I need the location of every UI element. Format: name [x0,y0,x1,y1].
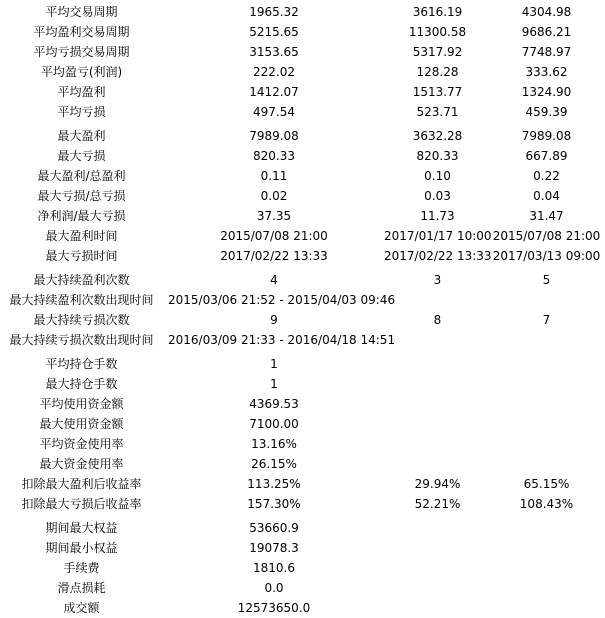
table-row [0,374,605,394]
table-row [0,102,605,122]
row-label: 平均使用资金额 [39,397,124,411]
value-col-2 [384,558,491,578]
value-col-3 [491,518,602,538]
value-col-3: 2015/07/08 21:00 [492,229,601,243]
value-col-3 [491,434,602,454]
row-label: 最大持续亏损次数出现时间 [9,333,154,347]
table-row [0,42,605,62]
table-row [0,538,605,558]
value-col-2 [384,434,491,454]
row-label: 最大亏损时间 [45,249,118,263]
table-row [0,206,605,226]
value-col-1: 497.54 [253,105,295,119]
table-row [0,246,605,266]
table-row [0,166,605,186]
value-col-3: 5 [542,273,551,287]
row-label: 最大亏损/总亏损 [37,189,126,203]
value-col-2 [384,354,491,374]
value-col-3 [491,558,602,578]
value-col-2: 3 [433,273,442,287]
value-col-2 [384,578,491,598]
value-col-2: 2017/01/17 10:00 [384,229,492,243]
value-col-2 [384,374,491,394]
value-col-2 [384,538,491,558]
table-row [0,226,605,246]
value-col-2: 128.28 [416,65,459,79]
value-col-1: 1810.6 [253,561,295,575]
value-col-2: 3616.19 [412,5,463,19]
value-col-2 [384,414,491,434]
value-col-2: 29.94% [414,477,461,491]
value-col-1: 7989.08 [249,129,299,143]
value-col-1: 5215.65 [249,25,299,39]
value-col-3: 333.62 [525,65,568,79]
row-label: 最大盈利时间 [45,229,118,243]
value-col-1: 2017/02/22 13:33 [220,249,328,263]
value-col-1: 0.11 [260,169,288,183]
table-row [0,578,605,598]
value-col-2: 52.21% [414,497,461,511]
row-label: 净利润/最大亏损 [37,209,126,223]
value-col-3: 2017/03/13 09:00 [492,249,601,263]
table-row [0,558,605,578]
value-col-3: 9686.21 [521,25,572,39]
row-label: 扣除最大亏损后收益率 [21,497,142,511]
row-label: 平均盈利 [57,85,106,99]
value-col-1: 4369.53 [249,397,299,411]
table-row [0,354,605,374]
row-label: 最大持续盈利次数 [33,273,130,287]
row-label: 平均亏损 [57,105,106,119]
table-row [0,2,605,22]
table-row [0,330,605,350]
row-label: 最大盈利 [57,129,106,143]
table-row [0,186,605,206]
value-col-1: 1 [270,377,278,391]
value-col-3: 0.04 [533,189,560,203]
table-row [0,22,605,42]
row-label: 平均资金使用率 [39,437,124,451]
row-label: 平均盈亏(利润) [40,65,123,79]
row-label: 滑点损耗 [57,581,106,595]
value-col-1: 13.16% [251,437,297,451]
value-col-3: 667.89 [525,149,568,163]
value-col-3 [491,578,602,598]
value-col-1: 53660.9 [249,521,299,535]
row-label: 平均交易周期 [45,5,118,19]
value-range: 2016/03/09 21:33 - 2016/04/18 14:51 [168,333,396,347]
value-col-1: 37.35 [256,209,292,223]
value-col-1: 3153.65 [249,45,299,59]
value-col-2: 8 [433,313,442,327]
value-col-3 [491,354,602,374]
value-col-3 [491,598,602,618]
value-col-3 [491,454,602,474]
table-row [0,310,605,330]
value-col-3: 108.43% [519,497,574,511]
value-col-3 [491,374,602,394]
row-label: 平均盈利交易周期 [33,25,130,39]
row-label: 期间最大权益 [45,521,118,535]
value-col-2: 11300.58 [408,25,467,39]
table-row [0,146,605,166]
table-row [0,126,605,146]
table-row [0,414,605,434]
table-row [0,82,605,102]
value-col-1: 820.33 [253,149,295,163]
row-label: 最大亏损 [57,149,106,163]
value-col-1: 0.02 [260,189,288,203]
value-col-3: 459.39 [525,105,568,119]
table-row [0,394,605,414]
row-label: 最大使用资金额 [39,417,124,431]
value-col-3 [491,538,602,558]
value-col-2 [384,454,491,474]
table-row [0,434,605,454]
value-col-3: 7 [542,313,551,327]
value-col-2: 523.71 [416,105,459,119]
value-col-2: 3632.28 [412,129,463,143]
value-col-1: 1 [270,357,278,371]
value-col-1: 7100.00 [249,417,299,431]
value-col-3: 31.47 [529,209,564,223]
value-col-1: 12573650.0 [237,601,311,615]
value-col-2 [384,518,491,538]
value-col-2: 5317.92 [412,45,463,59]
value-col-1: 2015/07/08 21:00 [220,229,328,243]
value-col-3 [491,394,602,414]
value-col-3: 65.15% [523,477,570,491]
value-col-2: 1513.77 [412,85,463,99]
value-col-2: 11.73 [420,209,455,223]
value-col-1: 157.30% [247,497,301,511]
value-col-1: 1965.32 [249,5,299,19]
value-col-3: 4304.98 [521,5,572,19]
table-row [0,494,605,514]
table-row [0,518,605,538]
value-col-3: 7748.97 [521,45,572,59]
value-col-3: 7989.08 [521,129,572,143]
table-row [0,290,605,310]
row-label: 最大盈利/总盈利 [37,169,126,183]
value-col-1: 4 [270,273,278,287]
row-label: 手续费 [63,561,100,575]
value-col-1: 0.0 [264,581,284,595]
value-col-2: 0.03 [424,189,451,203]
row-label: 期间最小权益 [45,541,118,555]
table-row [0,454,605,474]
table-row [0,598,605,618]
value-col-1: 19078.3 [249,541,299,555]
value-col-2: 820.33 [416,149,459,163]
row-label: 成交额 [63,601,100,615]
row-label: 最大资金使用率 [39,457,124,471]
value-range: 2015/03/06 21:52 - 2015/04/03 09:46 [168,293,396,307]
value-col-3: 1324.90 [521,85,572,99]
value-col-1: 222.02 [253,65,295,79]
value-col-2: 0.10 [424,169,451,183]
row-label: 平均亏损交易周期 [33,45,130,59]
row-label: 最大持续盈利次数出现时间 [9,293,154,307]
value-col-2: 2017/02/22 13:33 [384,249,492,263]
table-row [0,474,605,494]
row-label: 扣除最大盈利后收益率 [21,477,142,491]
value-col-1: 9 [270,313,278,327]
value-col-1: 26.15% [251,457,297,471]
table-row [0,62,605,82]
row-label: 最大持续亏损次数 [33,313,130,327]
table-row [0,270,605,290]
value-col-1: 113.25% [247,477,301,491]
value-col-3: 0.22 [533,169,560,183]
value-col-3 [491,414,602,434]
row-label: 最大持仓手数 [45,377,118,391]
row-label: 平均持仓手数 [45,357,118,371]
value-col-2 [384,598,491,618]
value-col-2 [384,394,491,414]
value-col-1: 1412.07 [249,85,299,99]
